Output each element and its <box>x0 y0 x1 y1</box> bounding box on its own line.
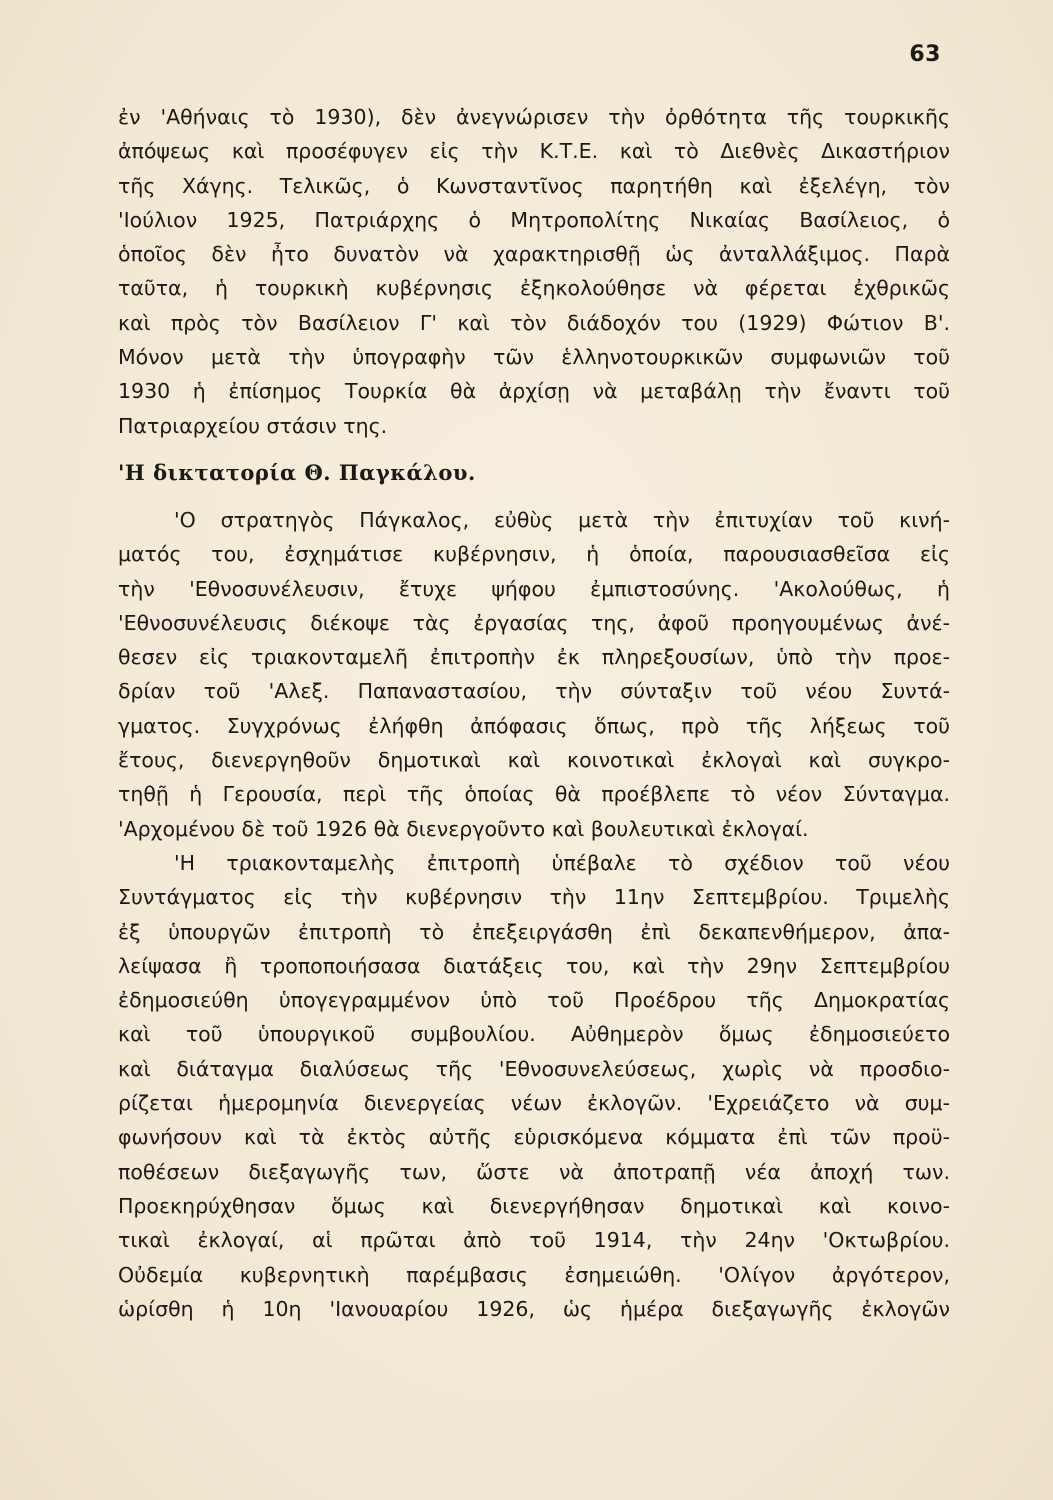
text-line: 'Η τριακονταμελὴς ἐπιτροπὴ ὑπέβαλε τὸ σχέδιον τοῦ νέου <box>174 850 950 875</box>
text-line: τῆς Χάγης. Τελικῶς, ὁ Κωνσταντῖνος παρητήθη καὶ ἐξελέγη, τὸν <box>118 173 950 198</box>
text-line: 1930 ἡ ἐπίσημος Τουρκία θὰ ἀρχίσῃ νὰ μεταβάλῃ τὴν ἔναντι τοῦ <box>118 379 950 404</box>
text-line: Μόνον μετὰ τὴν ὑπογραφὴν τῶν ἑλληνοτουρκικῶν συμφωνιῶν τοῦ <box>118 345 950 370</box>
text-line: ἀπόψεως καὶ προσέφυγεν εἰς τὴν Κ.Τ.Ε. καὶ τὸ Διεθνὲς Δικαστήριον <box>118 139 950 164</box>
paragraph-3 <box>118 846 950 1326</box>
text-line: καὶ διάταγμα διαλύσεως τῆς 'Εθνοσυνελεύσεως, χωρὶς νὰ προσδιο- <box>118 1056 950 1081</box>
text-line: δρίαν τοῦ 'Αλεξ. Παπαναστασίου, τὴν σύνταξιν τοῦ νέου Συντά- <box>118 679 950 704</box>
text-line: ταῦτα, ἡ τουρκικὴ κυβέρνησις ἐξηκολούθησε νὰ φέρεται ἐχθρικῶς <box>118 276 950 301</box>
text-line: ρίζεται ἡμερομηνία διενεργείας νέων ἐκλογῶν. 'Εχρειάζετο νὰ συμ- <box>118 1091 950 1116</box>
text-line: καὶ τοῦ ὑπουργικοῦ συμβουλίου. Αὐθημερὸν ὅμως ἐδημοσιεύετο <box>118 1022 950 1047</box>
paragraph-1 <box>118 100 950 443</box>
text-line: 'Ιούλιον 1925, Πατριάρχης ὁ Μητροπολίτης Νικαίας Βασίλειος, ὁ <box>118 207 950 232</box>
section-heading-wrap <box>118 443 950 503</box>
text-line: 'Ο στρατηγὸς Πάγκαλος, εὐθὺς μετὰ τὴν ἐπιτυχίαν τοῦ κινή- <box>174 507 950 532</box>
section-heading: 'Η δικτατορία Θ. Παγκάλου. <box>118 460 476 486</box>
text-line: θεσεν εἰς τριακονταμελῆ ἐπιτροπὴν ἐκ πληρεξουσίων, ὑπὸ τὴν προε- <box>118 645 950 670</box>
paragraph-2 <box>118 503 950 846</box>
text-line: λείψασα ἢ τροποποιήσασα διατάξεις του, καὶ τὴν 29ην Σεπτεμβρίου <box>118 953 950 978</box>
text-line: ἐν 'Αθήναις τὸ 1930), δὲν ἀνεγνώρισεν τὴν ὀρθότητα τῆς τουρκικῆς <box>118 105 950 129</box>
text-line: γματος. Συγχρόνως ἐλήφθη ἀπόφασις ὅπως, πρὸ τῆς λήξεως τοῦ <box>118 713 950 738</box>
text-line: 'Εθνοσυνέλευσις διέκοψε τὰς ἐργασίας της, ἀφοῦ προηγουμένως ἀνέ- <box>118 610 950 635</box>
text-line: 'Αρχομένου δὲ τοῦ 1926 θὰ διενεργοῦντο καὶ βουλευτικαὶ ἐκλογαί. <box>118 816 809 841</box>
text-line: ματός του, ἐσχημάτισε κυβέρνησιν, ἡ ὁποία, παρουσιασθεῖσα εἰς <box>118 542 950 567</box>
text-line: Προεκηρύχθησαν ὅμως καὶ διενεργήθησαν δημοτικαὶ καὶ κοινο- <box>118 1193 950 1218</box>
text-line: τικαὶ ἐκλογαί, αἱ πρῶται ἀπὸ τοῦ 1914, τὴν 24ην 'Οκτωβρίου. <box>118 1228 950 1253</box>
page-body <box>118 100 950 1326</box>
text-line: τὴν 'Εθνοσυνέλευσιν, ἔτυχε ψήφου ἐμπιστοσύνης. 'Ακολούθως, ἡ <box>118 576 950 601</box>
text-line: ὁποῖος δὲν ἦτο δυνατὸν νὰ χαρακτηρισθῇ ὡς ἀνταλλάξιμος. Παρὰ <box>118 242 950 267</box>
text-line: ἔτους, διενεργηθοῦν δημοτικαὶ καὶ κοινοτικαὶ ἐκλογαὶ καὶ συγκρο- <box>118 748 950 773</box>
page-number: 63 <box>909 42 941 67</box>
text-line: Οὐδεμία κυβερνητικὴ παρέμβασις ἐσημειώθη. 'Ολίγον ἀργότερον, <box>118 1262 950 1287</box>
text-line: φωνήσουν καὶ τὰ ἐκτὸς αὐτῆς εὑρισκόμενα κόμματα ἐπὶ τῶν προϋ- <box>118 1125 950 1150</box>
text-line: Συντάγματος εἰς τὴν κυβέρνησιν τὴν 11ην Σεπτεμβρίου. Τριμελὴς <box>118 885 950 910</box>
text-line: ἐδημοσιεύθη ὑπογεγραμμένον ὑπὸ τοῦ Προέδρου τῆς Δημοκρατίας <box>118 988 950 1013</box>
text-line: ὡρίσθη ἡ 10η 'Ιανουαρίου 1926, ὡς ἡμέρα διεξαγωγῆς ἐκλογῶν <box>118 1296 950 1321</box>
text-line: ποθέσεων διεξαγωγῆς των, ὥστε νὰ ἀποτραπῇ νέα ἀποχή των. <box>118 1159 950 1184</box>
text-line: τηθῇ ἡ Γερουσία, περὶ τῆς ὁποίας θὰ προέβλεπε τὸ νέον Σύνταγμα. <box>118 782 950 807</box>
text-line: καὶ πρὸς τὸν Βασίλειον Γ' καὶ τὸν διάδοχόν του (1929) Φώτιον Β'. <box>118 310 950 335</box>
text-line: Πατριαρχείου στάσιν της. <box>118 413 388 438</box>
text-line: ἐξ ὑπουργῶν ἐπιτροπὴ τὸ ἐπεξειργάσθη ἐπὶ δεκαπενθήμερον, ἀπα- <box>118 919 950 944</box>
